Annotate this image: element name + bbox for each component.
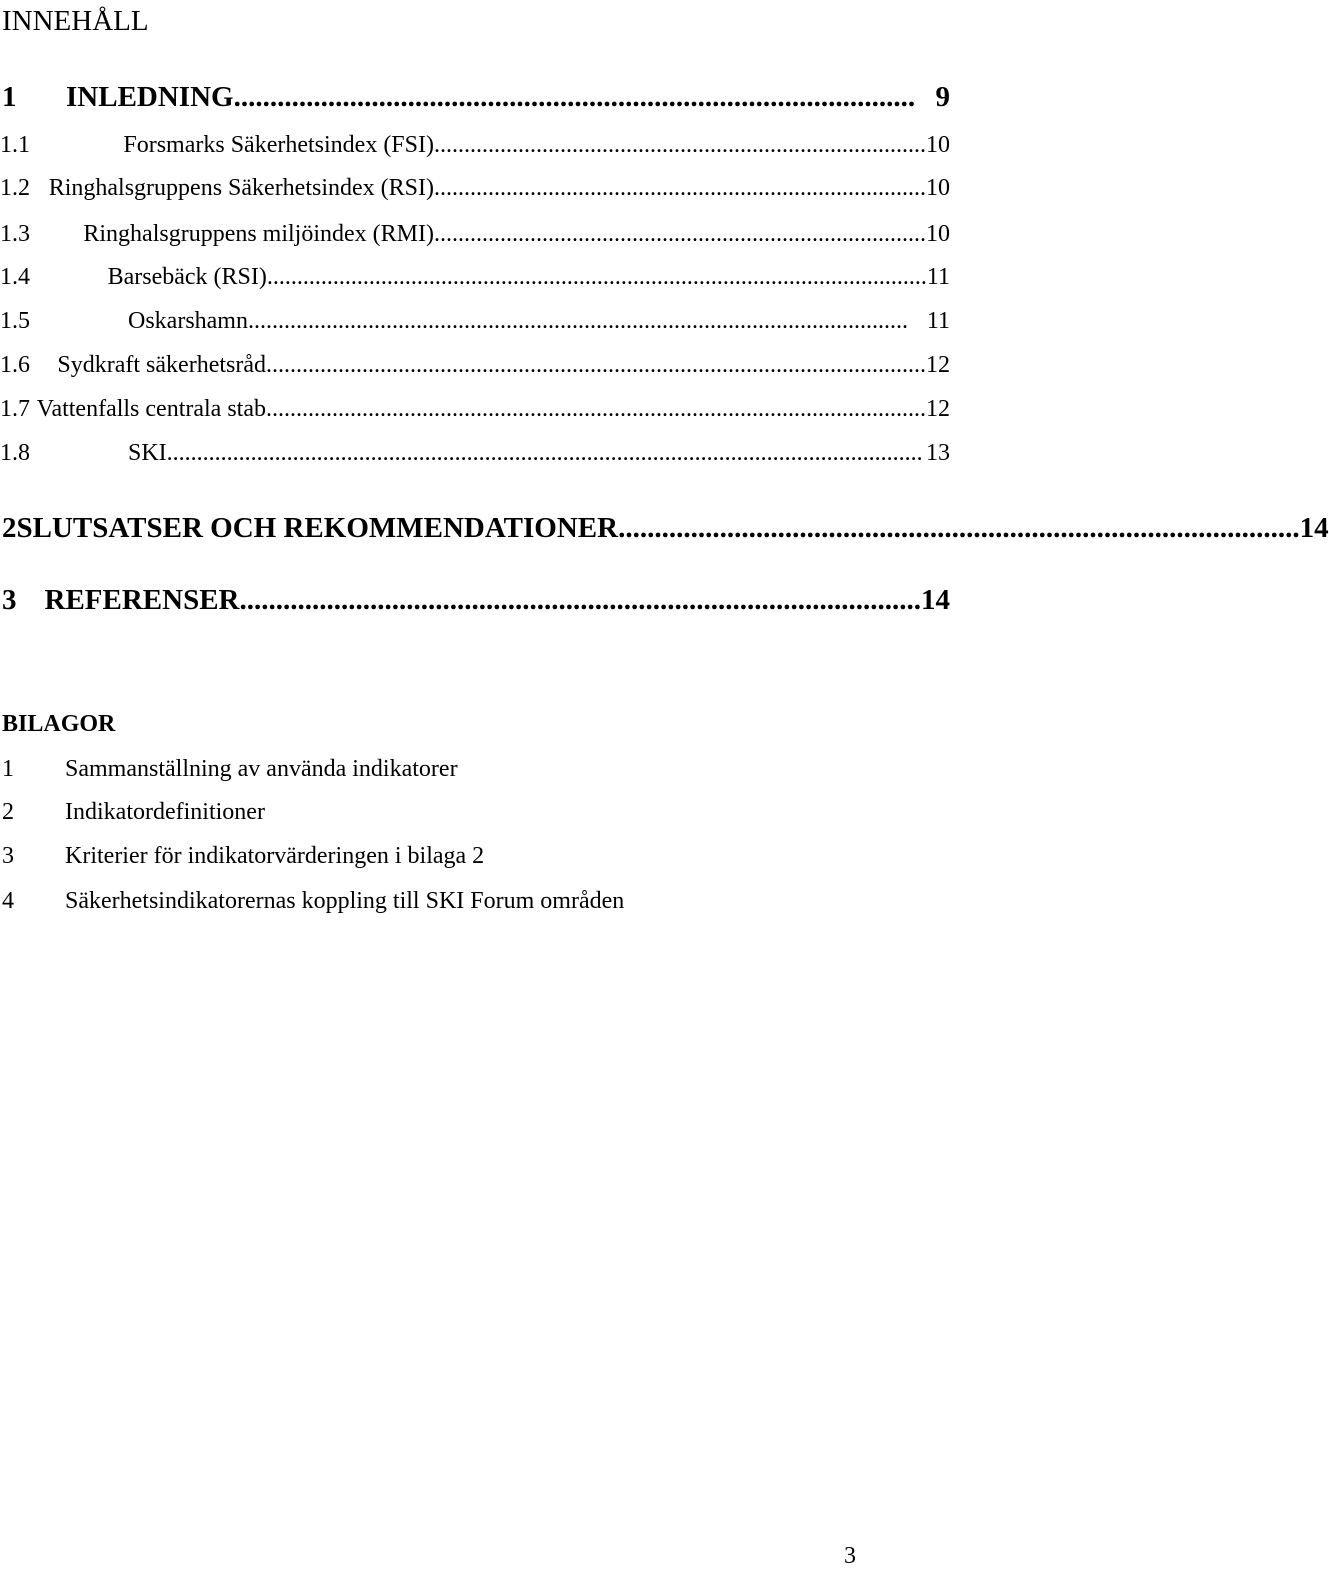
toc-entry-label: SLUTSATSER OCH REKOMMENDATIONER <box>16 512 619 544</box>
toc-entry-label: Vattenfalls centrala stab <box>36 396 266 422</box>
toc-entry-number: 1.1 <box>0 132 30 158</box>
toc-entry-label: INLEDNING <box>66 81 234 113</box>
toc-entry-1-8[interactable] <box>0 436 950 470</box>
toc-entry-page: 10 <box>926 175 950 201</box>
toc-entry-page: 14 <box>1299 512 1329 544</box>
toc-entry-1-3[interactable] <box>0 217 950 251</box>
page-number: 3 <box>844 1543 856 1569</box>
toc-entry-1-4[interactable] <box>0 260 950 294</box>
bilaga-number: 4 <box>2 888 14 914</box>
toc-dot-leader: .............................................................................................................. <box>266 264 927 290</box>
toc-entry-number: 3 <box>2 584 17 616</box>
toc-entry-page: 14 <box>921 584 950 616</box>
toc-entry-number: 1.5 <box>0 308 30 334</box>
toc-entry-page: 13 <box>926 440 950 466</box>
toc-entry-number: 1.8 <box>0 440 30 466</box>
toc-entry-label: Sydkraft säkerhetsråd <box>57 352 266 378</box>
toc-entry-label: REFERENSER <box>44 584 240 616</box>
toc-entry-page: 12 <box>926 396 950 422</box>
bilaga-item <box>2 839 484 873</box>
toc-entry-1-1[interactable] <box>0 128 950 162</box>
toc-entry-page: 11 <box>926 308 950 334</box>
toc-entry-number: 1.6 <box>0 352 30 378</box>
toc-entry-1-6[interactable] <box>0 348 950 382</box>
bilaga-item <box>2 884 624 918</box>
toc-entry-referenser[interactable] <box>2 580 950 620</box>
toc-entry-number: 2 <box>2 512 17 544</box>
toc-dot-leader: .............................................................................................. <box>618 512 1300 544</box>
bilaga-item <box>2 795 265 829</box>
toc-entry-label: Barsebäck (RSI) <box>107 264 267 290</box>
toc-entry-label: SKI <box>128 440 167 466</box>
toc-entry-page: 12 <box>926 352 950 378</box>
toc-entry-page: 9 <box>935 81 950 113</box>
toc-entry-label: Ringhalsgruppens miljöindex (RMI) <box>83 221 434 247</box>
bilaga-label: Sammanställning av använda indikatorer <box>65 756 458 782</box>
toc-dot-leader: .............................................................................................................. <box>266 396 926 422</box>
toc-entry-1-7[interactable] <box>0 392 950 426</box>
toc-dot-leader: .............................................................................................. <box>239 584 921 616</box>
toc-entry-number: 1.4 <box>0 264 30 290</box>
toc-dot-leader: .............................................................................................................. <box>266 352 926 378</box>
toc-entry-number: 1.2 <box>0 175 30 201</box>
toc-entry-inledning[interactable] <box>2 77 950 117</box>
toc-dot-leader: .............................................................................................................. <box>247 308 908 334</box>
bilaga-label: Indikatordefinitioner <box>65 799 265 825</box>
toc-entry-1-2[interactable] <box>0 171 950 205</box>
toc-entry-number: 1.7 <box>0 396 30 422</box>
toc-dot-leader: .............................................................................................................................. <box>166 440 923 466</box>
toc-dot-leader: .................................................................................. <box>434 132 926 158</box>
toc-entry-label: Oskarshamn <box>128 308 248 334</box>
bilagor-heading: BILAGOR <box>2 711 116 737</box>
bilaga-label: Säkerhetsindikatorernas koppling till SKI Forum områden <box>65 888 625 914</box>
bilaga-number: 3 <box>2 843 14 869</box>
toc-dot-leader: .............................................................................................. <box>233 81 916 113</box>
bilaga-label: Kriterier för indikatorvärderingen i bilaga 2 <box>65 843 485 869</box>
toc-dot-leader: .................................................................................. <box>434 175 926 201</box>
toc-entry-page: 11 <box>926 264 950 290</box>
bilaga-item <box>2 752 458 786</box>
toc-entry-slutsatser[interactable] <box>2 508 1329 548</box>
toc-entry-label: Ringhalsgruppens Säkerhetsindex (RSI) <box>48 175 434 201</box>
bilaga-number: 2 <box>2 799 14 825</box>
toc-entry-number: 1 <box>2 81 17 113</box>
toc-entry-label: Forsmarks Säkerhetsindex (FSI) <box>123 132 434 158</box>
toc-dot-leader: .................................................................................. <box>434 221 926 247</box>
bilaga-number: 1 <box>2 756 14 782</box>
toc-entry-number: 1.3 <box>0 221 30 247</box>
toc-entry-page: 10 <box>926 221 950 247</box>
toc-entry-1-5[interactable] <box>0 304 950 338</box>
page-title: INNEHÅLL <box>2 5 149 37</box>
toc-entry-page: 10 <box>926 132 950 158</box>
